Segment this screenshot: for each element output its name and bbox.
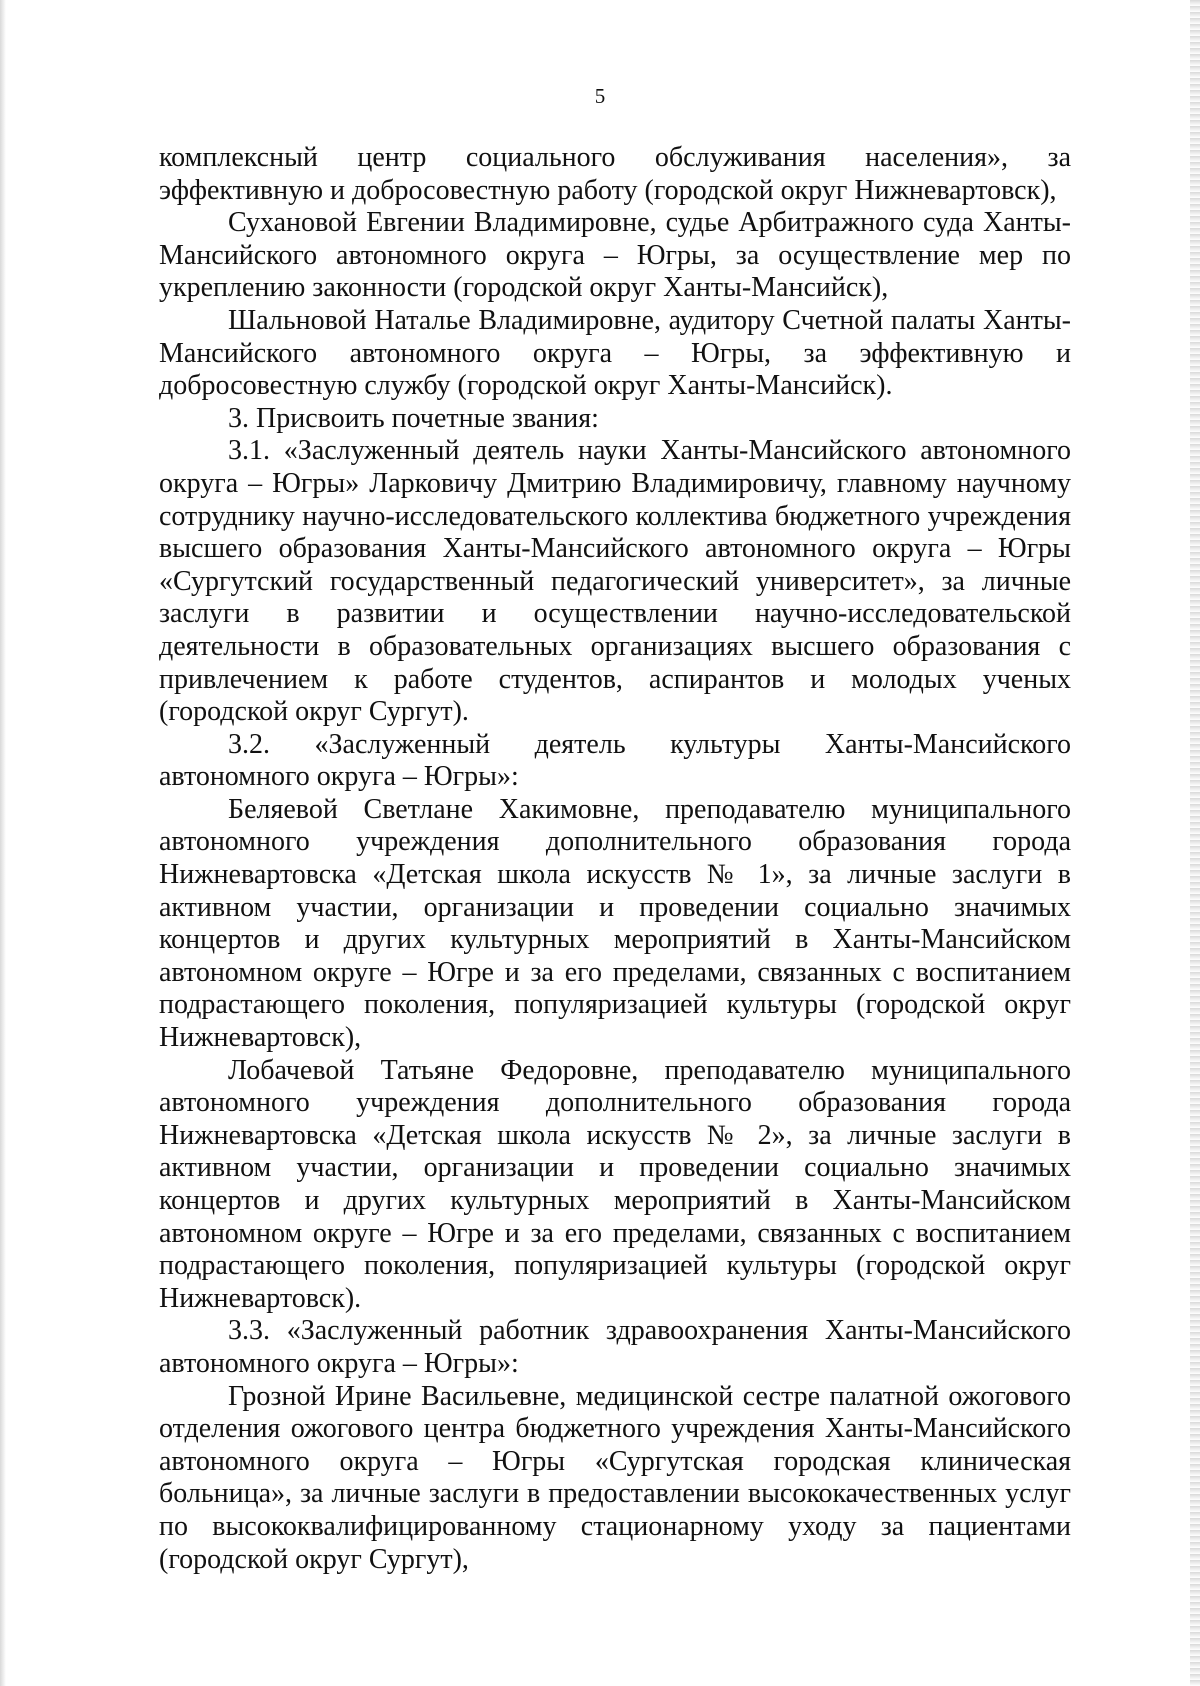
scan-edge-right	[1190, 0, 1200, 1686]
document-body	[159, 142, 1071, 1576]
paragraph: Беляевой Светлане Хакимовне, преподавателю муниципального автономного учреждения дополнительного образования города Нижневартовска «Детская школа искусств № 1», за личные заслуги в активном участии, организации и проведении социально значимых концертов и других культурных мероприятий в Ханты-Мансийском автономном округе – Югре и за его пределами, связанных с воспитанием подрастающего поколения, популяризацией культуры (городской округ Нижневартовск),	[159, 793, 1071, 1054]
section-heading: 3. Присвоить почетные звания:	[228, 402, 599, 434]
paragraph: Грозной Ирине Васильевне, медицинской сестре палатной ожогового отделения ожогового центра бюджетного учреждения Ханты-Мансийского автономного округа – Югры «Сургутская городская клиническая больница», за личные заслуги в предоставлении высококачественных услуг по высококвалифицированному стационарному уходу за пациентами (городской округ Сургут),	[159, 1380, 1071, 1575]
section-heading: 3.3. «Заслуженный работник здравоохранения Ханты-Мансийского автономного округа – Югры»:	[159, 1315, 1071, 1379]
paragraph: Шальновой Наталье Владимировне, аудитору Счетной палаты Ханты-Мансийского автономного округа – Югры, за эффективную и добросовестную службу (городской округ Ханты-Мансийск).	[159, 304, 1071, 402]
paragraph: Сухановой Евгении Владимировне, судье Арбитражного суда Ханты-Мансийского автономного округа – Югры, за осуществление мер по укреплению законности (городской округ Ханты-Мансийск),	[159, 207, 1071, 304]
section-heading: 3.2. «Заслуженный деятель культуры Ханты-Мансийского автономного округа – Югры»:	[159, 728, 1071, 793]
scan-edge-left	[0, 0, 6, 1686]
paragraph: 3.1. «Заслуженный деятель науки Ханты-Мансийского автономного округа – Югры» Ларковичу Дмитрию Владимировичу, главному научному сотруднику научно-исследовательского коллектива бюджетного учреждения высшего образования Ханты-Мансийского автономного округа – Югры «Сургутский государственный педагогический университет», за личные заслуги в развитии и осуществлении научно-исследовательской деятельности в образовательных организациях высшего образования с привлечением к работе студентов, аспирантов и молодых ученых (городской округ Сургут).	[159, 435, 1071, 728]
page-number: 5	[594, 84, 606, 108]
paragraph: комплексный центр социального обслуживания населения», за эффективную и добросовестную работу (городской округ Нижневартовск),	[159, 142, 1071, 206]
paragraph: Лобачевой Татьяне Федоровне, преподавателю муниципального автономного учреждения дополнительного образования города Нижневартовска «Детская школа искусств № 2», за личные заслуги в активном участии, организации и проведении социально значимых концертов и других культурных мероприятий в Ханты-Мансийском автономном округе – Югре и за его пределами, связанных с воспитанием подрастающего поколения, популяризацией культуры (городской округ Нижневартовск).	[159, 1054, 1071, 1314]
